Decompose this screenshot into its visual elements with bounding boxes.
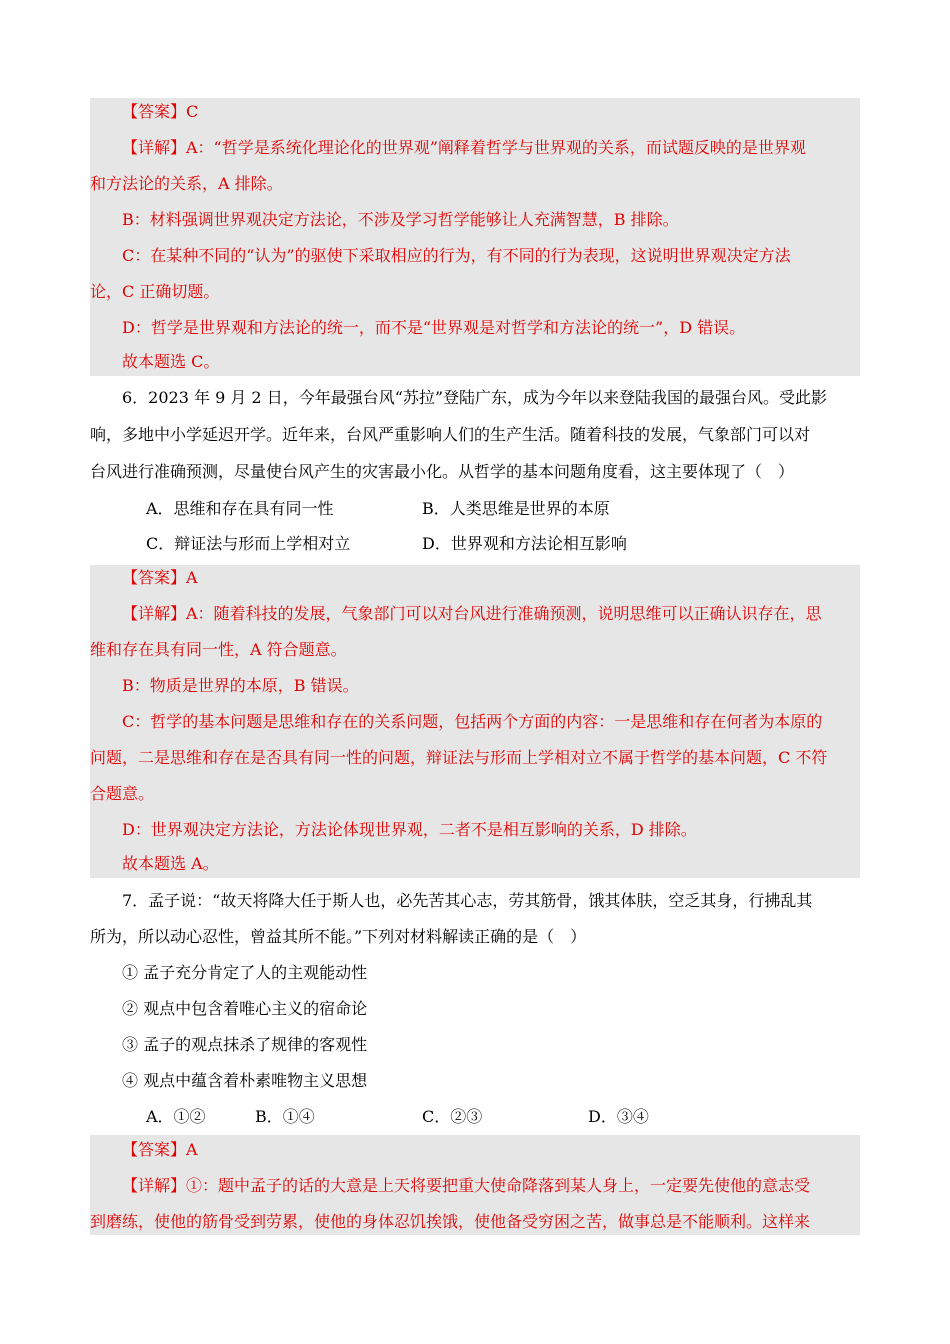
question7-stem-line: 所为，所以动心忍性，曾益其所不能。”下列对材料解读正确的是（ ） bbox=[90, 927, 587, 946]
answer6-detail-line: D：世界观决定方法论，方法论体现世界观，二者不是相互影响的关系，D 排除。 bbox=[122, 820, 697, 839]
question7-item: ① 孟子充分肯定了人的主观能动性 bbox=[122, 963, 368, 982]
answer6-detail-line: 【详解】A：随着科技的发展，气象部门可以对台风进行准确预测，说明思维可以正确认识存在，思 bbox=[122, 604, 822, 623]
answer5-detail-line: B：材料强调世界观决定方法论，不涉及学习哲学能够让人充满智慧，B 排除。 bbox=[122, 210, 679, 229]
question7-option-c: C．②③ bbox=[422, 1107, 483, 1126]
answer5-detail-line: D：哲学是世界观和方法论的统一，而不是“世界观是对哲学和方法论的统一”，D 错误。 bbox=[122, 318, 746, 337]
question6-option-c: C．辩证法与形而上学相对立 bbox=[146, 534, 351, 553]
answer6-detail-line: B：物质是世界的本原，B 错误。 bbox=[122, 676, 359, 695]
question7-item: ② 观点中包含着唯心主义的宿命论 bbox=[122, 999, 368, 1018]
answer7-answer: 【答案】A bbox=[122, 1140, 198, 1159]
question7-stem-line: 7．孟子说：“故天将降大任于斯人也，必先苦其心志，劳其筋骨，饿其体肤，空乏其身，行拂乱其 bbox=[122, 891, 813, 910]
question6-block bbox=[90, 386, 860, 562]
question7-item: ③ 孟子的观点抹杀了规律的客观性 bbox=[122, 1035, 368, 1054]
answer7-detail-line: 到磨练，使他的筋骨受到劳累，使他的身体忍饥挨饿，使他备受穷困之苦，做事总是不能顺利。这样来 bbox=[90, 1212, 811, 1231]
answer6-detail-line: 合题意。 bbox=[90, 784, 155, 803]
question6-option-a: A．思维和存在具有同一性 bbox=[146, 499, 334, 518]
question7-option-d: D．③④ bbox=[588, 1107, 649, 1126]
question7-block bbox=[90, 889, 860, 1135]
question7-option-a: A．①② bbox=[146, 1107, 206, 1126]
answer6-conclusion: 故本题选 A。 bbox=[122, 854, 219, 873]
answer6-block bbox=[90, 565, 860, 878]
answer5-answer: 【答案】C bbox=[122, 102, 199, 121]
question7-option-b: B．①④ bbox=[255, 1107, 315, 1126]
question6-option-d: D．世界观和方法论相互影响 bbox=[422, 534, 627, 553]
answer5-detail-line: 和方法论的关系，A 排除。 bbox=[90, 174, 283, 193]
question7-item: ④ 观点中蕴含着朴素唯物主义思想 bbox=[122, 1071, 368, 1090]
answer6-detail-line: 维和存在具有同一性，A 符合题意。 bbox=[90, 640, 347, 659]
answer6-answer: 【答案】A bbox=[122, 568, 198, 587]
answer5-block bbox=[90, 98, 860, 376]
question6-stem-line: 台风进行准确预测，尽量使台风产生的灾害最小化。从哲学的基本问题角度看，这主要体现了（ ） bbox=[90, 462, 795, 481]
question6-option-b: B．人类思维是世界的本原 bbox=[422, 499, 610, 518]
answer7-block bbox=[90, 1135, 860, 1235]
answer5-detail-line: C：在某种不同的“认为”的驱使下采取相应的行为，有不同的行为表现，这说明世界观决定方法 bbox=[122, 246, 791, 265]
question6-stem-line: 6．2023 年 9 月 2 日，今年最强台风“苏拉”登陆广东，成为今年以来登陆我国的最强台风。受此影 bbox=[122, 388, 828, 407]
answer6-detail-line: 问题，二是思维和存在是否具有同一性的问题，辩证法与形而上学相对立不属于哲学的基本问题，C 不符 bbox=[90, 748, 828, 767]
answer5-conclusion: 故本题选 C。 bbox=[122, 352, 220, 371]
answer5-detail-line: 论，C 正确切题。 bbox=[90, 282, 220, 301]
answer5-detail-line: 【详解】A：“哲学是系统化理论化的世界观”阐释着哲学与世界观的关系，而试题反映的是世界观 bbox=[122, 138, 806, 157]
answer6-detail-line: C：哲学的基本问题是思维和存在的关系问题，包括两个方面的内容：一是思维和存在何者为本原的 bbox=[122, 712, 823, 731]
answer7-detail-line: 【详解】①：题中孟子的话的大意是上天将要把重大使命降落到某人身上，一定要先使他的意志受 bbox=[122, 1176, 811, 1195]
question6-stem-line: 响，多地中小学延迟开学。近年来，台风严重影响人们的生产生活。随着科技的发展，气象部门可以对 bbox=[90, 425, 811, 444]
